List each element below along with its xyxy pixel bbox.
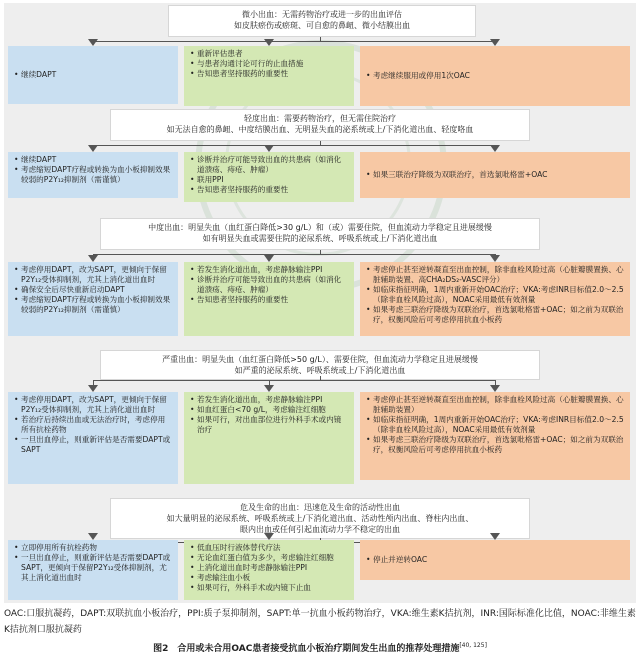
section-title: 轻度出血：需要药物治疗，但无需住院治疗 <box>244 114 396 123</box>
recommendation-item: • 如临床指征明确，1周内重新开始OAC治疗；VKA:考虑INR目标值2.0～2.5（除非血栓风险过高），NOAC采用最低有效剂量 <box>366 285 624 305</box>
section-title: 微小出血：无需药物治疗或进一步的出血评估 <box>242 10 402 19</box>
recommendation-item: • 诊断并治疗可能导致出血的共患病（如消化道溃疡、痔疮、肿瘤） <box>190 155 348 175</box>
recommendation-item: • 与患者沟通讨论可行的止血措施 <box>190 59 348 69</box>
recommendation-item: • 继续DAPT <box>14 155 172 165</box>
recommendation-box-general <box>184 262 354 336</box>
caption-text: 图2 合用或未合用OAC患者接受抗血小板治疗期间发生出血的推荐处理措施 <box>153 644 460 654</box>
recommendation-item: • 若发生消化道出血，考虑静脉输注PPI <box>190 395 348 405</box>
recommendation-box-anticoagulant <box>360 540 630 580</box>
section-header-0 <box>168 5 476 37</box>
arrow-down-icon <box>264 39 274 46</box>
arrow-down-icon <box>88 145 98 152</box>
recommendation-item: • 如血红蛋白<70 g/L，考虑输注红细胞 <box>190 405 348 415</box>
recommendation-item: • 继续DAPT <box>14 70 172 80</box>
recommendation-box-antiplatelet <box>8 46 178 104</box>
recommendation-list <box>14 543 172 583</box>
recommendation-item: • 告知患者坚持服药的重要性 <box>190 69 348 79</box>
connector-bar <box>93 254 495 255</box>
recommendation-list <box>190 265 348 305</box>
arrow-down-icon <box>490 145 500 152</box>
recommendation-box-antiplatelet <box>8 540 178 600</box>
recommendation-item: • 告知患者坚持服药的重要性 <box>190 185 348 195</box>
recommendation-item: • 如果考虑三联治疗降级为双联治疗，首选氯吡格雷+OAC；如之前为双联治疗，权衡风险后可考虑停用抗血小板药 <box>366 305 624 325</box>
recommendation-box-general <box>184 392 354 484</box>
recommendation-list <box>190 395 348 435</box>
section-header-2 <box>100 218 540 250</box>
arrow-down-icon <box>264 145 274 152</box>
recommendation-box-anticoagulant <box>360 262 630 336</box>
recommendation-item: • 考虑缩短DAPT疗程或转换为血小板抑制效果较弱的P2Y₁₂抑制剂（需谨慎） <box>14 295 172 315</box>
arrow-down-icon <box>490 385 500 392</box>
arrow-down-icon <box>264 385 274 392</box>
recommendation-list <box>366 265 624 325</box>
connector-bar <box>93 145 495 146</box>
recommendation-item: • 考虑停用DAPT，改为SAPT，更倾向于保留P2Y₁₂受体抑制剂，尤其上消化道出血时 <box>14 265 172 285</box>
recommendation-item: • 考虑输注血小板 <box>190 573 348 583</box>
recommendation-list <box>14 265 172 315</box>
arrow-down-icon <box>88 385 98 392</box>
recommendation-item: • 如临床指征明确，1周内重新开始OAC治疗；VKA:考虑INR目标值2.0～2.5（除非血栓风险过高），NOAC采用最低有效剂量 <box>366 415 624 435</box>
recommendation-item: • 一旦出血停止，则重新评估是否需要DAPT或SAPT <box>14 435 172 455</box>
section-header-1 <box>110 109 530 141</box>
recommendation-item: • 考虑继续服用或停用1次OAC <box>366 71 624 81</box>
recommendation-item: • 无论血红蛋白值为多少，考虑输注红细胞 <box>190 553 348 563</box>
recommendation-list <box>190 155 348 195</box>
recommendation-list <box>14 395 172 455</box>
recommendation-box-antiplatelet <box>8 392 178 484</box>
arrow-down-icon <box>88 255 98 262</box>
recommendation-box-antiplatelet <box>8 152 178 198</box>
arrow-down-icon <box>88 533 98 540</box>
recommendation-box-anticoagulant <box>360 392 630 480</box>
connector-bar <box>93 41 495 42</box>
recommendation-list <box>366 555 624 565</box>
recommendation-list <box>14 70 172 80</box>
section-title: 中度出血：明显失血（血红蛋白降低>30 g/L）和（或）需要住院，但血流动力学稳定且进展缓慢 <box>148 223 492 232</box>
section-subtitle: 如皮肤瘀伤或瘀斑、可自愈的鼻衄、微小结膜出血 <box>234 21 410 30</box>
arrow-down-icon <box>490 255 500 262</box>
recommendation-item: • 诊断并治疗可能导致出血的共患病（如消化道溃疡、痔疮、肿瘤） <box>190 275 348 295</box>
connector-bar <box>93 380 495 381</box>
section-subtitle: 如严重的泌尿系统、呼吸系统或上/下消化道出血 <box>234 366 406 375</box>
recommendation-box-antiplatelet <box>8 262 178 336</box>
section-subtitle: 如有明显失血或需要住院的泌尿系统、呼吸系统或上/下消化道出血 <box>202 234 438 243</box>
caption-reference: [40, 125] <box>459 642 487 649</box>
section-title: 危及生命的出血：迅速危及生命的活动性出血 <box>240 503 400 512</box>
recommendation-list <box>14 155 172 185</box>
recommendation-item: • 确保安全后尽快重新启动DAPT <box>14 285 172 295</box>
arrow-down-icon <box>264 255 274 262</box>
recommendation-item: • 如果考虑三联治疗降级为双联治疗，首选氯吡格雷+OAC；如之前为双联治疗，权衡风险后可考虑停用抗血小板药 <box>366 435 624 455</box>
recommendation-item: • 联用PPI <box>190 175 348 185</box>
section-header-4 <box>110 498 530 539</box>
recommendation-box-anticoagulant <box>360 152 630 198</box>
recommendation-list <box>366 170 624 180</box>
section-subtitle: 如无法自愈的鼻衄、中度结膜出血、无明显失血的泌系统或上/下消化道出血、轻度咯血 <box>166 125 474 134</box>
section-subtitle: 眼内出血或任何引起血流动力学不稳定的出血 <box>240 525 400 534</box>
recommendation-list <box>366 71 624 81</box>
recommendation-box-anticoagulant <box>360 46 630 106</box>
recommendation-item: • 如果可行，外科手术或内镜下止血 <box>190 583 348 593</box>
recommendation-box-general <box>184 46 354 106</box>
recommendation-item: • 考虑停止甚至逆转凝直至出血控制，除非血栓风险过高（心脏瓣膜置换、心脏辅助装置、高CHA₂DS₂-VASC评分） <box>366 265 624 285</box>
section-title: 严重出血：明显失血（血红蛋白降低>50 g/L）、需要住院，但血流动力学稳定且进展缓慢 <box>162 355 478 364</box>
arrow-down-icon <box>264 533 274 540</box>
recommendation-item: • 考虑停止甚至逆转凝直至出血控制，除非血栓风险过高（心脏瓣膜置换、心脏辅助装置） <box>366 395 624 415</box>
figure-footnote: OAC:口服抗凝药，DAPT:双联抗血小板治疗，PPI:质子泵抑制剂，SAPT:单一抗血小板药物治疗，VKA:维生素K拮抗剂，INR:国际标准化比值，NOAC:非维生素K拮抗剂口服抗凝药 <box>4 609 636 635</box>
recommendation-item: • 重新评估患者 <box>190 49 348 59</box>
recommendation-item: • 如果可行，对出血部位进行外科手术或内镜治疗 <box>190 415 348 435</box>
recommendation-list <box>190 543 348 593</box>
recommendation-box-general <box>184 152 354 202</box>
recommendation-box-general <box>184 540 354 600</box>
recommendation-item: • 若发生消化道出血，考虑静脉输注PPI <box>190 265 348 275</box>
recommendation-item: • 如果三联治疗降级为双联治疗，首选氯吡格雷+OAC <box>366 170 624 180</box>
recommendation-item: • 告知患者坚持服药的重要性 <box>190 295 348 305</box>
recommendation-item: • 上消化道出血时考虑静脉输注PPI <box>190 563 348 573</box>
recommendation-item: • 一旦出血停止，则重新评估是否需要DAPT或SAPT，更倾向于保留P2Y₁₂受体抑制剂，尤其上消化道出血时 <box>14 553 172 583</box>
recommendation-item: • 低血压时行液体替代疗法 <box>190 543 348 553</box>
recommendation-item: • 立即停用所有抗栓药物 <box>14 543 172 553</box>
arrow-down-icon <box>490 533 500 540</box>
recommendation-item: • 考虑停用DAPT，改为SAPT，更倾向于保留P2Y₁₂受体抑制剂，尤其上消化道出血时 <box>14 395 172 415</box>
arrow-down-icon <box>88 39 98 46</box>
recommendation-item: • 停止并逆转OAC <box>366 555 624 565</box>
figure-caption <box>0 641 640 654</box>
section-subtitle: 如大量明显的泌尿系统、呼吸系统或上/下消化道出血、活动性颅内出血、脊柱内出血、 <box>166 514 474 523</box>
recommendation-list <box>190 49 348 79</box>
arrow-down-icon <box>490 39 500 46</box>
recommendation-list <box>366 395 624 455</box>
recommendation-item: • 考虑缩短DAPT疗程或转换为血小板抑制效果较弱的P2Y₁₂抑制剂（需谨慎） <box>14 165 172 185</box>
recommendation-item: • 若治疗后持续出血或无法治疗时，考虑停用所有抗栓药物 <box>14 415 172 435</box>
